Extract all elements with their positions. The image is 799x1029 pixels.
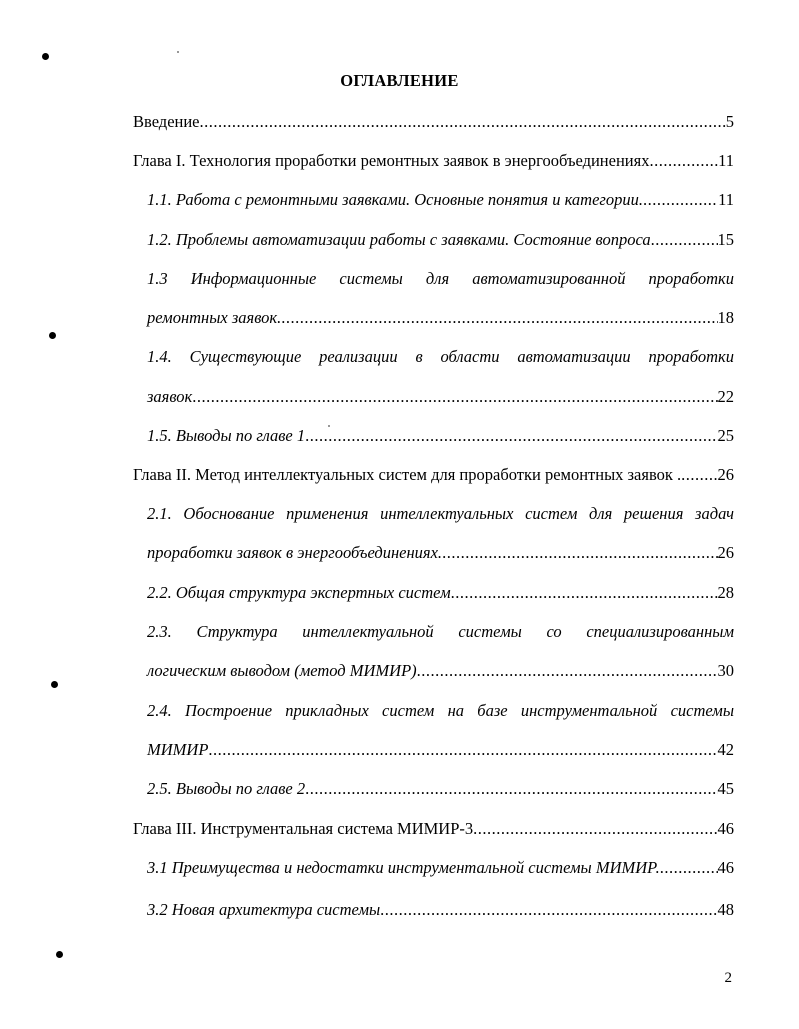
dot-leader <box>473 817 717 841</box>
toc-page-number: 25 <box>717 426 734 445</box>
toc-entry-text: ремонтных заявок. <box>147 308 282 327</box>
toc-page-number: 30 <box>717 661 734 680</box>
toc-entry-chapter-3[interactable] <box>133 817 734 841</box>
toc-entry-intro[interactable] <box>133 110 734 134</box>
toc-page-number: 22 <box>717 387 734 406</box>
toc-entry-chapter-1[interactable] <box>133 149 734 173</box>
toc-entry-text: 3.1 Преимущества и недостатки инструментальной системы МИМИР. <box>147 858 660 877</box>
toc-entry-section-2-3-line1[interactable]: 2.3. Структура интеллектуальной системы со специализированным <box>147 622 734 641</box>
dot-leader <box>192 385 717 409</box>
dot-leader <box>417 659 718 683</box>
toc-entry-text: Глава I. Технология проработки ремонтных заявок в энергообъединениях <box>133 151 650 170</box>
toc-page-number: 48 <box>717 900 734 919</box>
toc-entry-text: проработки заявок в энергообъединениях. <box>147 543 443 562</box>
toc-entry-section-1-3-line1[interactable]: 1.3 Информационные системы для автоматизированной проработки <box>147 269 734 288</box>
dot-leader <box>200 110 726 134</box>
toc-page-number: 46 <box>717 858 734 877</box>
toc-entry-section-2-5[interactable] <box>147 777 734 801</box>
dot-leader <box>305 424 717 448</box>
page-title: ОГЛАВЛЕНИЕ <box>340 71 459 90</box>
toc-entry-section-2-1-line1[interactable]: 2.1. Обоснование применения интеллектуальных систем для решения задач <box>147 504 734 523</box>
toc-page-number: 15 <box>717 230 734 249</box>
toc-entry-text: 2.5. Выводы по главе 2 <box>147 779 306 798</box>
toc-page-number: 28 <box>717 583 734 602</box>
toc-entry-section-1-3-line2[interactable] <box>147 306 734 330</box>
toc-entry-text: Введение <box>133 112 200 131</box>
toc-entry-section-1-4-line2[interactable] <box>147 385 734 409</box>
dot-leader <box>208 738 717 762</box>
toc-entry-section-1-1[interactable] <box>147 188 734 212</box>
toc-entry-section-1-2[interactable] <box>147 228 734 252</box>
toc-page-number: 26 <box>717 465 734 484</box>
toc-entry-section-1-4-line1[interactable]: 1.4. Существующие реализации в области автоматизации проработки <box>147 347 734 366</box>
binding-hole-mark <box>51 681 58 688</box>
binding-hole-mark <box>49 332 56 339</box>
toc-page-number: 46 <box>717 819 734 838</box>
toc-page-number: 26 <box>717 543 734 562</box>
dot-leader <box>451 581 718 605</box>
toc-entry-section-2-3-line2[interactable] <box>147 659 734 683</box>
toc-page-number: 11 <box>718 151 734 170</box>
toc-entry-section-3-2[interactable] <box>147 898 734 922</box>
dot-leader <box>681 463 717 487</box>
page-number: 2 <box>724 970 732 986</box>
toc-entry-section-3-1[interactable] <box>147 856 734 880</box>
toc-entry-text: 1.5. Выводы по главе 1 <box>147 426 306 445</box>
toc-entry-text: Глава II. Метод интеллектуальных систем для проработки ремонтных заявок . <box>133 465 682 484</box>
toc-entry-text: Глава III. Инструментальная система МИМИР-3 <box>133 819 474 838</box>
toc-entry-text: 1.2. Проблемы автоматизации работы с заявками. Состояние вопроса <box>147 230 651 249</box>
toc-page-number: 42 <box>717 740 734 759</box>
toc-page-number: 5 <box>725 112 734 131</box>
dot-leader <box>643 188 718 212</box>
toc-entry-section-2-4-line1[interactable]: 2.4. Построение прикладных систем на базе инструментальной системы <box>147 701 734 720</box>
dot-leader <box>281 306 717 330</box>
dot-leader <box>660 856 718 880</box>
toc-entry-text: логическим выводом (метод МИМИР) <box>147 661 417 680</box>
dot-leader <box>305 777 717 801</box>
toc-entry-text: МИМИР <box>147 740 209 759</box>
toc-entry-text: заявок <box>147 387 193 406</box>
toc-page-number: 11 <box>718 190 734 209</box>
toc-entry-text: 3.2 Новая архитектура системы <box>147 900 381 919</box>
dot-leader <box>442 541 717 565</box>
dot-leader <box>380 898 717 922</box>
binding-hole-mark <box>42 53 49 60</box>
dot-leader <box>651 228 718 252</box>
toc-page-number: 45 <box>717 779 734 798</box>
scan-speck <box>177 51 179 53</box>
toc-entry-text: 2.2. Общая структура экспертных систем <box>147 583 451 602</box>
toc-entry-section-1-5[interactable] <box>147 424 734 448</box>
toc-page-number: 18 <box>717 308 734 327</box>
toc-entry-section-2-4-line2[interactable] <box>147 738 734 762</box>
toc-entry-chapter-2[interactable] <box>133 463 734 487</box>
binding-hole-mark <box>56 951 63 958</box>
toc-entry-section-2-2[interactable] <box>147 581 734 605</box>
toc-entry-section-2-1-line2[interactable] <box>147 541 734 565</box>
dot-leader <box>649 149 718 173</box>
toc-entry-text: 1.1. Работа с ремонтными заявками. Основные понятия и категории. <box>147 190 643 209</box>
